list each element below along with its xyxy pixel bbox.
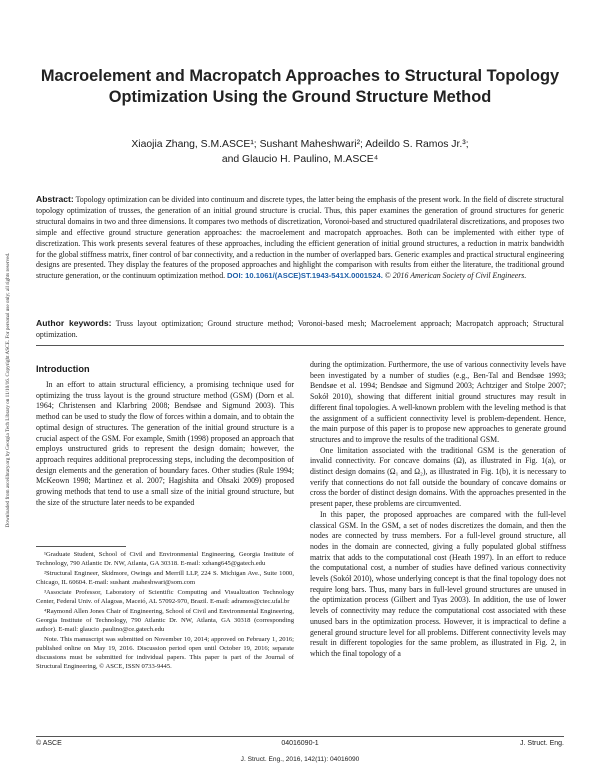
authors-line-1: Xiaojia Zhang, S.M.ASCE¹; Sushant Maheshwari²; Adeildo S. Ramos Jr.³; — [131, 139, 469, 150]
footnotes — [36, 550, 294, 672]
intro-left-column — [36, 380, 294, 508]
keywords-text: Truss layout optimization; Ground structure method; Voronoi-based mesh; Macroelement approach; Macropatch approach; Structural optimization. — [36, 319, 564, 339]
right-paragraph-2: One limitation associated with the traditional GSM is the generation of invalid connectivity. For concave domains (Ω), as illustrated in Fig. 1(a), or distinct design domains (Ω₁ and Ω₂), as illustrated in Fig. 1(b), it is necessary to verify that connections do not fall outside the boundary of concave domains or cross the border of distinct design domains. With the approaches presented in the present paper, these problems are circumvented. — [310, 445, 566, 509]
footer-journal: J. Struct. Eng. — [520, 740, 564, 747]
doi-link[interactable]: DOI: 10.1061/(ASCE)ST.1943-541X.0001524. — [227, 271, 383, 281]
intro-paragraph: In an effort to attain structural efficiency, a promising technique used for optimizing the truss layout is the ground structure method (GSM) (Dorn et al. 1964; Christensen and Klarbring 2008; Bendsøe and Sigmund 2003). This method can be used to study the flow of forces within a domain, and to obtain the optimal design of structures. The generation of the initial ground structure is a crucial aspect of the GSM. For example, Smith (1998) proposed an approach that employs unstructured grids to represent the design domain; however, the approach requires additional preprocessing steps, including the decomposition of design elements and the generation of boundary faces. Other studies (Rule 1994; McKeown 1998; Martinez et al. 2007; Hagishita and Ohsaki 2009) proposed growing methods that tend to use a small size of the initial ground structure, but the size of the structure later needs to be expanded — [36, 380, 294, 507]
section-divider — [36, 345, 564, 346]
paper-title: Macroelement and Macropatch Approaches to Structural Topology Optimization Using the Ground Structure Method — [40, 67, 560, 106]
footnote-note: Note. This manuscript was submitted on November 10, 2014; approved on February 1, 2016; published online on May 19, 2016. Discussion period open until October 19, 2016; separate discussions must be submitted for individual papers. This paper is part of the Journal of Structural Engineering, © ASCE, ISSN 0733-9445. — [36, 636, 294, 670]
intro-heading: Introduction — [36, 364, 90, 374]
copyright-text: © 2016 American Society of Civil Engineers. — [384, 271, 527, 281]
footer-citation: J. Struct. Eng., 2016, 142(11): 04016090 — [240, 756, 360, 763]
footnote-divider — [36, 546, 126, 547]
authors — [40, 138, 560, 167]
download-sidebar-notice — [2, 180, 14, 600]
keywords-label: Author keywords: — [36, 318, 112, 328]
footer-copyright: © ASCE — [36, 740, 62, 747]
footnote-4: ⁴Raymond Allen Jones Chair of Engineering, School of Civil and Environmental Engineering, Georgia Institute of Technology, 790 Atlantic Dr. NW, Atlanta, GA 30318 (corresponding author). E-mail: glaucio .paulino@ce.gatech.edu — [36, 608, 294, 633]
footer-divider — [36, 736, 564, 737]
author-keywords — [36, 318, 564, 340]
footnote-2: ²Structural Engineer, Skidmore, Owings and Merrill LLP, 224 S. Michigan Ave., Suite 1000, Chicago, IL 60604. E-mail: sushant .maheshwari@som.com — [36, 570, 294, 586]
abstract — [36, 194, 564, 282]
authors-line-2: and Glaucio H. Paulino, M.ASCE⁴ — [221, 153, 379, 165]
footer-page-id: 04016090-1 — [281, 740, 319, 747]
sidebar-text: Downloaded from ascelibrary.org by Georgia Tech Library on 11/10/16. Copyright ASCE. For personal use only; all rights reserved. — [5, 252, 11, 528]
footnote-3: ³Associate Professor, Laboratory of Scientific Computing and Visualization Technology Center, Federal Univ. of Alagoas, Maceió, AL 57092-970, Brazil. E-mail: adramos@ctec.ufal.br — [36, 589, 294, 605]
right-paragraph-1: during the optimization. Furthermore, the use of various connectivity levels have been investigated by a number of studies (e.g., Ben-Tal and Bendsøe 1993; Bendsøe et al. 1994; Bendsøe and Sigmund 2003; Achtziger and Stolpe 2007; Sokół 2010), showing that different initial ground structures may result in different final topologies. A well-known problem with the leveling method is that the assignment of a sufficient connectivity level is problem-dependent. Hence, the main purpose of this paper is to propose new approaches to generate ground structures and to improve the results of the traditional GSM. — [310, 360, 566, 444]
intro-right-column — [310, 360, 566, 660]
footnote-1: ¹Graduate Student, School of Civil and Environmental Engineering, Georgia Institute of Technology, 790 Atlantic Dr. NW, Atlanta, GA 30318. E-mail: xzhang645@gatech.edu — [36, 551, 294, 567]
abstract-text: Topology optimization can be divided into continuum and discrete types, the latter being the emphasis of the present work. In the field of discrete structural topology optimization of trusses, the generation of an initial ground structure is crucial. Thus, this paper examines the generation of ground structures for generic structural domains in two and three dimensions. It compares two methods of discretization, Voronoi-based and structured quadrilateral discretizations, and proposes two simple and effective ground structure generation approaches: the macroelement and macropatch approaches. Both can be implemented with either type of discretization. This work presents several features of these approaches, including the efficient generation of initial ground structures, a reduction in matrix bandwidth for the global stiffness matrix, finer control of bar connectivity, and a reduction in the number of overlapped bars. Generic examples and practical structural engineering designs are presented. They display the features of the proposed approaches and highlight the comparison with results from either the literature, the traditional ground structure generation, or the continuum optimization method. — [36, 195, 564, 281]
right-paragraph-3: In this paper, the proposed approaches are compared with the full-level classical GSM. In the GSM, a set of nodes discretizes the domain, and then the nodes are connected by truss members. For a full-level ground structure, all nodes in the domain are connected, giving a fully populated global stiffness matrix that adds to the computational cost (Heath 1997). In an effort to reduce the computational cost, a number of studies have defined various connectivity levels (Sokół 2010), whose underlying concept is that the final topology does not require long bars. Thus, many bars in full-level ground structures are unused in the optimization process (Gilbert and Tyas 2003). In addition, the use of lower levels of connectivity may reduce the computational cost associated with these unused bars in the optimization process. However, it is impractical to define a general ground structure level for all problems. Different connectivity levels may result in different topologies for the same problem, as illustrated in Fig. 2, in which the final topology of a — [310, 509, 566, 658]
abstract-label: Abstract: — [36, 194, 74, 204]
